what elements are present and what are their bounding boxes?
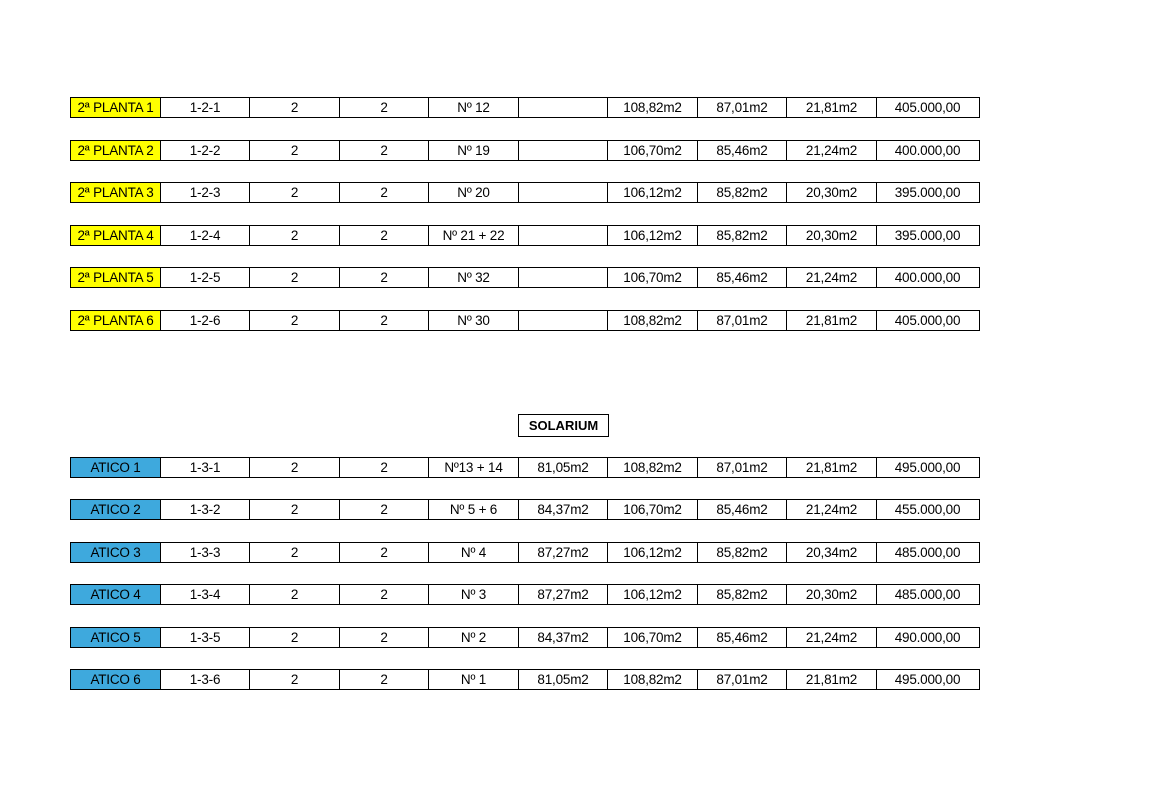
- table-row: [70, 499, 980, 519]
- unit-number: Nº 19: [428, 140, 519, 161]
- area-3: 21,81m2: [786, 97, 877, 118]
- area-3: 20,30m2: [786, 584, 877, 605]
- solarium-area: [518, 310, 609, 331]
- solarium-area: [518, 225, 609, 246]
- unit-name: 2ª PLANTA 6: [70, 310, 161, 331]
- area-2: 87,01m2: [697, 97, 788, 118]
- col3-value: 2: [249, 542, 340, 563]
- area-1: 106,70m2: [607, 267, 698, 288]
- area-2: 85,46m2: [697, 140, 788, 161]
- solarium-area: 84,37m2: [518, 499, 609, 520]
- col4-value: 2: [339, 182, 430, 203]
- col4-value: 2: [339, 140, 430, 161]
- price: 495.000,00: [876, 669, 980, 690]
- unit-name: ATICO 3: [70, 542, 161, 563]
- area-2: 85,46m2: [697, 499, 788, 520]
- unit-number: Nº 3: [428, 584, 519, 605]
- area-2: 85,82m2: [697, 225, 788, 246]
- price: 395.000,00: [876, 182, 980, 203]
- col3-value: 2: [249, 457, 340, 478]
- unit-number: Nº 12: [428, 97, 519, 118]
- unit-name: 2ª PLANTA 5: [70, 267, 161, 288]
- col3-value: 2: [249, 225, 340, 246]
- col4-value: 2: [339, 584, 430, 605]
- unit-code: 1-2-2: [160, 140, 251, 161]
- area-2: 85,82m2: [697, 182, 788, 203]
- price: 400.000,00: [876, 140, 980, 161]
- table-row: [70, 267, 980, 287]
- unit-code: 1-2-6: [160, 310, 251, 331]
- area-2: 85,82m2: [697, 542, 788, 563]
- col3-value: 2: [249, 669, 340, 690]
- unit-number: Nº 32: [428, 267, 519, 288]
- unit-number: Nº 2: [428, 627, 519, 648]
- col4-value: 2: [339, 97, 430, 118]
- col3-value: 2: [249, 584, 340, 605]
- unit-name: 2ª PLANTA 1: [70, 97, 161, 118]
- solarium-header: SOLARIUM: [518, 414, 609, 437]
- area-1: 106,70m2: [607, 140, 698, 161]
- area-2: 85,46m2: [697, 267, 788, 288]
- unit-code: 1-2-5: [160, 267, 251, 288]
- area-1: 106,12m2: [607, 225, 698, 246]
- table-row: [70, 542, 980, 562]
- col4-value: 2: [339, 267, 430, 288]
- col3-value: 2: [249, 97, 340, 118]
- unit-number: Nº 21 + 22: [428, 225, 519, 246]
- solarium-area: 81,05m2: [518, 457, 609, 478]
- unit-code: 1-2-4: [160, 225, 251, 246]
- col4-value: 2: [339, 669, 430, 690]
- area-3: 20,30m2: [786, 182, 877, 203]
- table-row: [70, 584, 980, 604]
- area-1: 108,82m2: [607, 97, 698, 118]
- price: 485.000,00: [876, 542, 980, 563]
- unit-name: ATICO 4: [70, 584, 161, 605]
- table-row: [70, 182, 980, 202]
- unit-code: 1-3-2: [160, 499, 251, 520]
- unit-number: Nº 20: [428, 182, 519, 203]
- price: 490.000,00: [876, 627, 980, 648]
- area-3: 21,81m2: [786, 310, 877, 331]
- unit-code: 1-2-1: [160, 97, 251, 118]
- unit-name: ATICO 2: [70, 499, 161, 520]
- unit-name: 2ª PLANTA 3: [70, 182, 161, 203]
- area-1: 106,70m2: [607, 499, 698, 520]
- table-row: [70, 310, 980, 330]
- price: 395.000,00: [876, 225, 980, 246]
- area-3: 20,30m2: [786, 225, 877, 246]
- unit-number: Nº 4: [428, 542, 519, 563]
- price: 455.000,00: [876, 499, 980, 520]
- col4-value: 2: [339, 499, 430, 520]
- area-3: 21,24m2: [786, 499, 877, 520]
- price: 405.000,00: [876, 97, 980, 118]
- table-row: [70, 457, 980, 477]
- area-1: 106,12m2: [607, 182, 698, 203]
- unit-name: ATICO 6: [70, 669, 161, 690]
- area-1: 108,82m2: [607, 669, 698, 690]
- solarium-area: [518, 97, 609, 118]
- unit-code: 1-3-4: [160, 584, 251, 605]
- area-3: 20,34m2: [786, 542, 877, 563]
- area-3: 21,81m2: [786, 669, 877, 690]
- table-row: [70, 627, 980, 647]
- area-2: 85,46m2: [697, 627, 788, 648]
- area-2: 87,01m2: [697, 310, 788, 331]
- unit-name: ATICO 5: [70, 627, 161, 648]
- col3-value: 2: [249, 627, 340, 648]
- area-1: 108,82m2: [607, 457, 698, 478]
- price: 400.000,00: [876, 267, 980, 288]
- area-3: 21,81m2: [786, 457, 877, 478]
- table-row: [70, 97, 980, 117]
- col3-value: 2: [249, 140, 340, 161]
- area-2: 87,01m2: [697, 669, 788, 690]
- unit-code: 1-3-1: [160, 457, 251, 478]
- unit-name: 2ª PLANTA 2: [70, 140, 161, 161]
- col3-value: 2: [249, 310, 340, 331]
- area-3: 21,24m2: [786, 140, 877, 161]
- unit-code: 1-2-3: [160, 182, 251, 203]
- area-1: 108,82m2: [607, 310, 698, 331]
- col4-value: 2: [339, 542, 430, 563]
- unit-number: Nº13 + 14: [428, 457, 519, 478]
- col4-value: 2: [339, 457, 430, 478]
- area-3: 21,24m2: [786, 267, 877, 288]
- unit-name: ATICO 1: [70, 457, 161, 478]
- unit-number: Nº 5 + 6: [428, 499, 519, 520]
- solarium-area: 87,27m2: [518, 542, 609, 563]
- col4-value: 2: [339, 310, 430, 331]
- col4-value: 2: [339, 225, 430, 246]
- table-row: [70, 140, 980, 160]
- unit-number: Nº 1: [428, 669, 519, 690]
- col3-value: 2: [249, 267, 340, 288]
- area-1: 106,12m2: [607, 584, 698, 605]
- col3-value: 2: [249, 499, 340, 520]
- solarium-area: [518, 140, 609, 161]
- price: 485.000,00: [876, 584, 980, 605]
- area-1: 106,12m2: [607, 542, 698, 563]
- solarium-area: [518, 267, 609, 288]
- solarium-area: [518, 182, 609, 203]
- area-2: 87,01m2: [697, 457, 788, 478]
- table-row: [70, 669, 980, 689]
- price: 495.000,00: [876, 457, 980, 478]
- col4-value: 2: [339, 627, 430, 648]
- table-row: [70, 225, 980, 245]
- area-2: 85,82m2: [697, 584, 788, 605]
- unit-code: 1-3-3: [160, 542, 251, 563]
- solarium-area: 87,27m2: [518, 584, 609, 605]
- unit-code: 1-3-5: [160, 627, 251, 648]
- col3-value: 2: [249, 182, 340, 203]
- unit-code: 1-3-6: [160, 669, 251, 690]
- unit-number: Nº 30: [428, 310, 519, 331]
- price: 405.000,00: [876, 310, 980, 331]
- solarium-area: 81,05m2: [518, 669, 609, 690]
- area-3: 21,24m2: [786, 627, 877, 648]
- solarium-area: 84,37m2: [518, 627, 609, 648]
- unit-name: 2ª PLANTA 4: [70, 225, 161, 246]
- area-1: 106,70m2: [607, 627, 698, 648]
